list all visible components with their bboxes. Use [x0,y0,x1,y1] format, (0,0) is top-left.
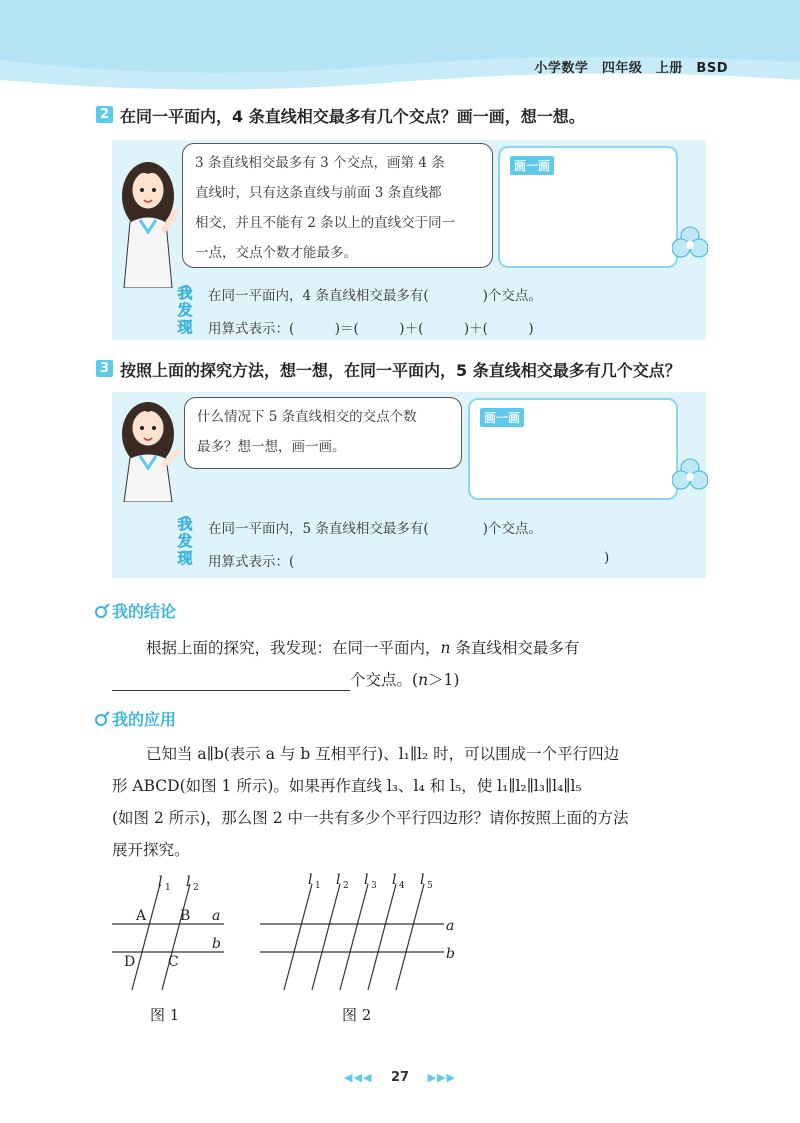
section-title: 我的应用 [112,710,177,729]
application-line: 展开探究。 [112,841,190,859]
prev-arrows-icon: ◀◀◀ [344,1071,373,1084]
discovery-row: 在同一平面内，5 条直线相交最多有( )个交点。 [208,521,542,537]
drawing-area[interactable] [468,398,678,500]
application-line: 已知当 a∥b(表示 a 与 b 互相平行)、l₁∥l₂ 时，可以围成一个平行四边 [146,745,620,763]
discovery-label: 我发现 [177,515,193,567]
line-label: l [420,872,425,888]
text-span: 条直线相交最多有 [450,639,580,657]
point-label: A [136,908,147,924]
drawing-area[interactable] [498,146,678,268]
discovery-row: 用算式表示：( )＝( )＋( )＋( ) [208,321,534,337]
figure-caption: 图 2 [342,1006,372,1024]
flower-decoration-icon [672,456,708,496]
question-number: 3 [96,360,113,377]
line-subscript: 3 [371,881,377,891]
parallel-label: a [212,908,221,924]
question-title: 在同一平面内，4 条直线相交最多有几个交点？画一画，想一想。 [120,107,585,126]
point-label: C [168,954,179,970]
header-title: 小学数学 四年级 上册 BSD [534,61,728,76]
discovery-row [208,550,294,570]
page-footer [0,1070,800,1085]
figure-2-diagram [256,872,464,998]
discovery-row: 在同一平面内，4 条直线相交最多有( )个交点。 [208,288,542,304]
header-wave [0,0,800,92]
line-subscript: 2 [193,883,199,893]
text-span: 根据上面的探究，我发现：在同一平面内， [146,639,441,657]
line-label: l [186,874,191,890]
question-number: 2 [96,106,113,123]
formula-label: 用算式表示：( [208,554,295,570]
application-line: 形 ABCD(如图 1 所示)。如果再作直线 l₃、l₄ 和 l₅，使 l₁∥l₂∥l₃∥l₄∥l₅ [112,777,582,795]
figure-caption: 图 1 [150,1006,180,1024]
drawing-label: 画一画 [480,408,524,427]
variable-n: n [418,671,429,689]
discovery-label: 我发现 [177,284,193,336]
flower-decoration-icon [672,224,708,264]
conclusion-line [146,636,579,658]
answer-blank[interactable] [112,690,350,691]
formula-close-paren: ) [604,550,610,566]
line-subscript: 1 [315,881,321,891]
text-span: 个交点。( [350,671,419,689]
parallel-label: b [446,946,455,962]
point-label: D [124,954,136,970]
point-label: B [180,908,191,924]
line-label: l [336,872,341,888]
parallel-label: b [212,936,221,952]
speech-line: 什么情况下 5 条直线相交的交点个数 [197,409,417,425]
line-label: l [364,872,369,888]
speech-line: 一点，交点个数才能最多。 [195,245,357,261]
drawing-label: 画一画 [510,156,554,175]
conclusion-line [350,668,459,690]
speech-line: 最多？想一想，画一画。 [197,439,346,455]
speech-line: 相交，并且不能有 2 条以上的直线交于同一 [195,215,456,231]
girl-illustration [116,392,182,502]
variable-n: n [440,639,451,657]
speech-line: 直线时，只有这条直线与前面 3 条直线都 [195,185,442,201]
parallel-label: a [446,918,455,934]
section-title: 我的结论 [112,602,177,621]
pencil-bullet-icon [94,711,110,727]
line-subscript: 5 [427,881,433,891]
figure-1-diagram [108,872,228,998]
pencil-bullet-icon [94,603,110,619]
application-line: (如图 2 所示)，那么图 2 中一共有多少个平行四边形？请你按照上面的方法 [112,809,629,827]
line-label: l [308,872,313,888]
speech-bubble [182,143,493,268]
question-title: 按照上面的探究方法，想一想，在同一平面内，5 条直线相交最多有几个交点？ [120,361,681,380]
line-subscript: 1 [165,883,171,893]
speech-line: 3 条直线相交最多有 3 个交点，画第 4 条 [195,155,445,171]
line-label: l [158,874,163,890]
line-label: l [392,872,397,888]
girl-illustration [116,150,182,288]
speech-bubble [184,397,462,469]
next-arrows-icon: ▶▶▶ [427,1071,456,1084]
line-subscript: 4 [399,881,405,891]
line-subscript: 2 [343,881,349,891]
text-span: ＞1) [428,671,460,689]
page-number: 27 [390,1070,410,1085]
